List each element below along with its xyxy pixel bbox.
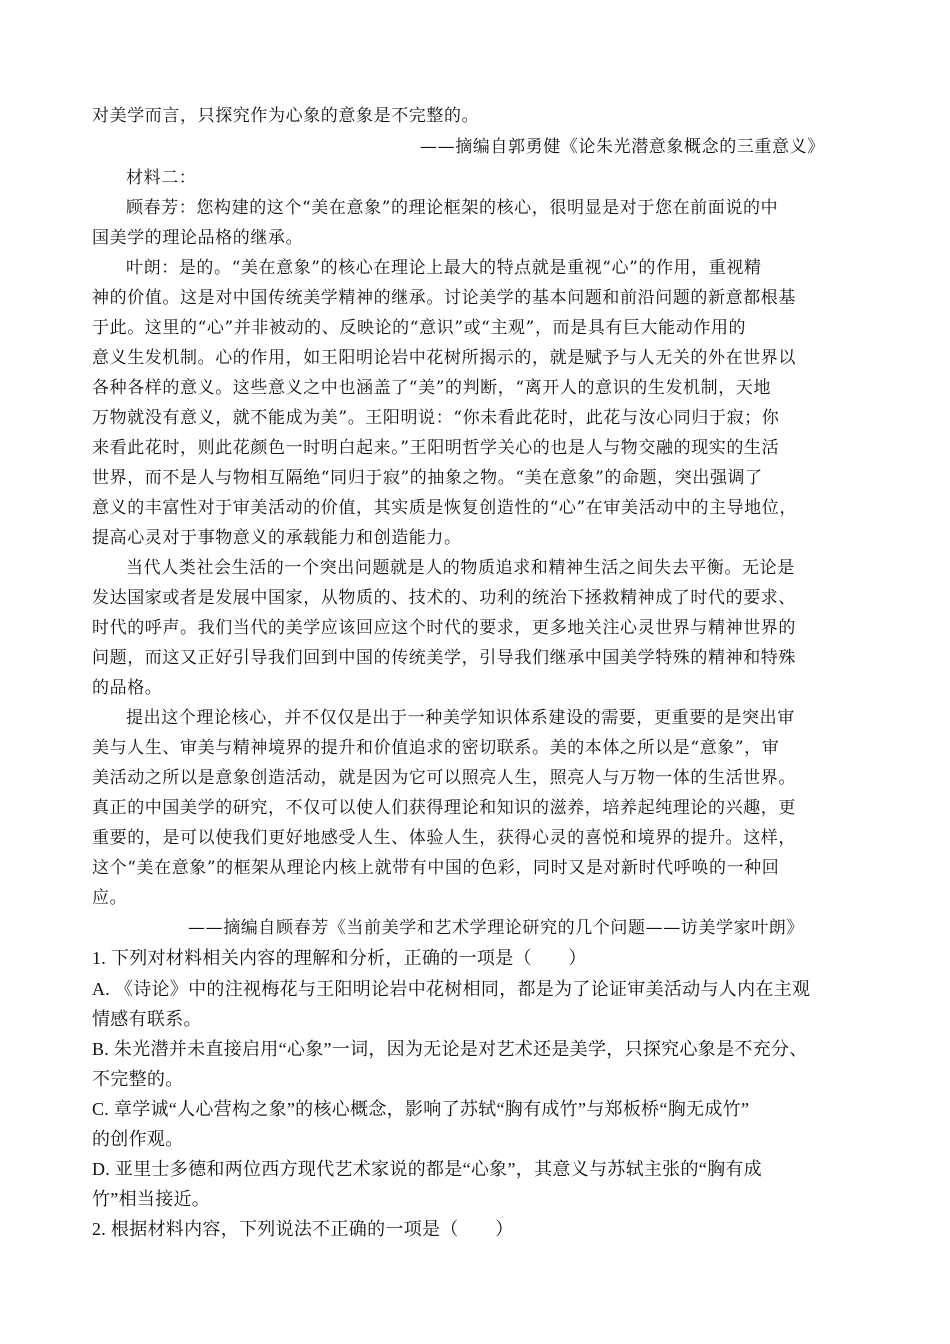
question-1-option-c-cont: 的创作观。 bbox=[92, 1129, 184, 1149]
question-1-option-a-cont: 情感有联系。 bbox=[92, 1009, 202, 1029]
material2-source: ——摘编自顾春芳《当前美学和艺术学理论研究的几个问题——访美学家叶朗》 bbox=[188, 918, 804, 938]
paragraph-line: 美与人生、审美与精神境界的提升和价值追求的密切联系。美的本体之所以是“意象”，审 bbox=[92, 738, 780, 758]
paragraph-line: 万物就没有意义，就不能成为美”。王阳明说：“你未看此花时，此花与汝心同归于寂；你 bbox=[92, 408, 780, 428]
paragraph-line: 意义的丰富性对于审美活动的价值，其实质是恢复创造性的“心”在审美活动中的主导地位， bbox=[92, 498, 797, 518]
paragraph-line: 世界，而不是人与物相互隔绝“同归于寂”的抽象之物。“美在意象”的命题，突出强调了 bbox=[92, 468, 763, 488]
paragraph-line: 应。 bbox=[92, 888, 128, 908]
paragraph-line: 意义生发机制。心的作用，如王阳明论岩中花树所揭示的，就是赋予与人无关的外在世界以 bbox=[92, 348, 796, 368]
paragraph-line: 顾春芳：您构建的这个“美在意象”的理论框架的核心，很明显是对于您在前面说的中 bbox=[126, 198, 779, 218]
question-1-stem: 1. 下列对材料相关内容的理解和分析，正确的一项是（ ） bbox=[92, 948, 587, 968]
paragraph-line: 各种各样的意义。这些意义之中也涵盖了“美”的判断，“离开人的意识的生发机制，天地 bbox=[92, 378, 772, 398]
question-2-stem: 2. 根据材料内容，下列说法不正确的一项是（ ） bbox=[92, 1219, 514, 1239]
question-1-option-c: C. 章学诚“人心营构之象”的核心概念，影响了苏轼“胸有成竹”与郑板桥“胸无成竹” bbox=[92, 1099, 750, 1119]
paragraph-line: 的品格。 bbox=[92, 678, 163, 698]
paragraph-line: 时代的呼声。我们当代的美学应该回应这个时代的要求，更多地关注心灵世界与精神世界的 bbox=[92, 618, 796, 638]
paragraph-line: 国美学的理论品格的继承。 bbox=[92, 228, 304, 248]
material1-last-line: 对美学而言，只探究作为心象的意象是不完整的。 bbox=[92, 106, 480, 126]
paragraph-line: 当代人类社会生活的一个突出问题就是人的物质追求和精神生活之间失去平衡。无论是 bbox=[126, 558, 795, 578]
paragraph-line: 神的价值。这是对中国传统美学精神的继承。讨论美学的基本问题和前沿问题的新意都根基 bbox=[92, 288, 796, 308]
paragraph-line: 美活动之所以是意象创造活动，就是因为它可以照亮人生，照亮人与万物一体的生活世界。 bbox=[92, 768, 796, 788]
paragraph-line: 问题，而这又正好引导我们回到中国的传统美学，引导我们继承中国美学特殊的精神和特殊 bbox=[92, 648, 796, 668]
paragraph-line: 来看此花时，则此花颜色一时明白起来。”王阳明哲学关心的也是人与物交融的现实的生活 bbox=[92, 438, 780, 458]
paragraph-line: 这个“美在意象”的框架从理论内核上就带有中国的色彩，同时又是对新时代呼唤的一种回 bbox=[92, 858, 780, 878]
question-1-option-b-cont: 不完整的。 bbox=[92, 1069, 184, 1089]
question-1-option-a: A. 《诗论》中的注视梅花与王阳明论岩中花树相同，都是为了论证审美活动与人内在主观 bbox=[92, 979, 811, 999]
paragraph-line: 真正的中国美学的研究，不仅可以使人们获得理论和知识的滋养，培养起纯理论的兴趣，更 bbox=[92, 798, 796, 818]
paragraph-line: 重要的，是可以使我们更好地感受人生、体验人生，获得心灵的喜悦和境界的提升。这样， bbox=[92, 828, 796, 848]
question-1-option-d-cont: 竹”相当接近。 bbox=[92, 1189, 211, 1209]
paragraph-line: 提出这个理论核心，并不仅仅是出于一种美学知识体系建设的需要，更重要的是突出审 bbox=[126, 708, 795, 728]
paragraph-line: 提高心灵对于事物意义的承载能力和创造能力。 bbox=[92, 528, 462, 548]
paragraph-line: 于此。这里的“心”并非被动的、反映论的“意识”或“主观”，而是具有巨大能动作用的 bbox=[92, 318, 747, 338]
paragraph-line: 发达国家或者是发展中国家，从物质的、技术的、功利的统治下拯救精神成了时代的要求、 bbox=[92, 588, 796, 608]
question-1-option-b: B. 朱光潜并未直接启用“心象”一词，因为无论是对艺术还是美学，只探究心象是不充分、 bbox=[92, 1039, 808, 1059]
question-1-option-d: D. 亚里士多德和两位西方现代艺术家说的都是“心象”，其意义与苏轼主张的“胸有成 bbox=[92, 1159, 762, 1179]
paragraph-line: 叶朗：是的。“美在意象”的核心在理论上最大的特点就是重视“心”的作用，重视精 bbox=[126, 258, 762, 278]
material1-source: ——摘编自郭勇健《论朱光潜意象概念的三重意义》 bbox=[420, 137, 825, 157]
material2-heading: 材料二： bbox=[126, 168, 197, 188]
